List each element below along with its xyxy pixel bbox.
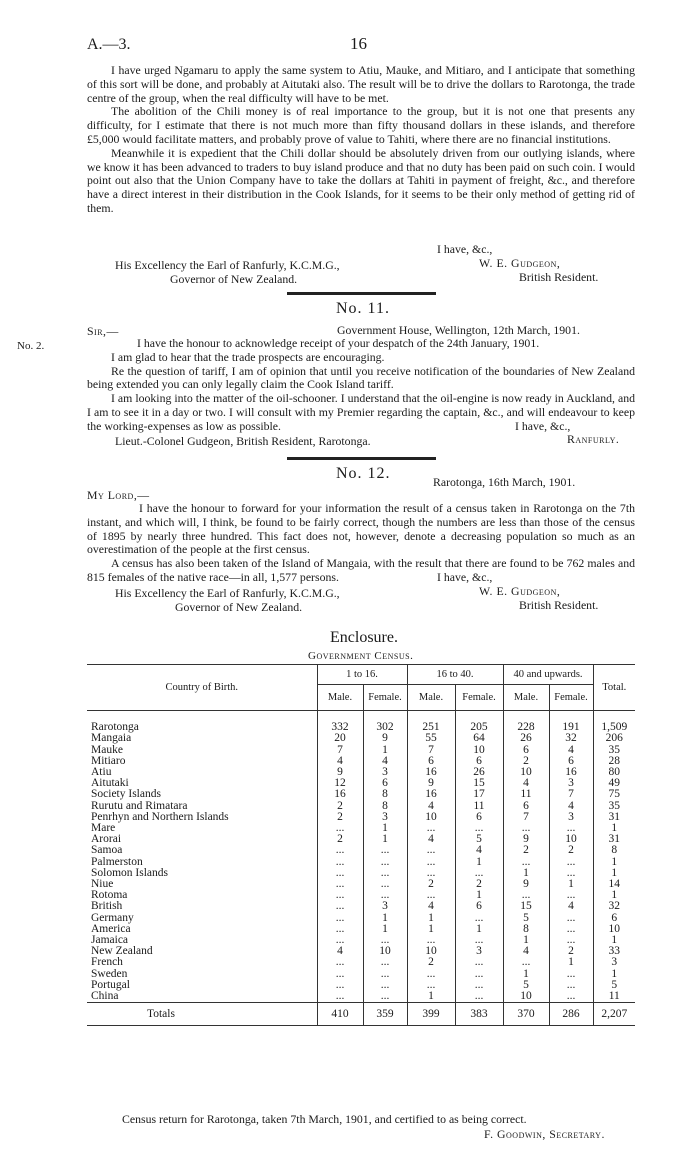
country-name: Palmerston <box>91 856 143 868</box>
count-cell: ... <box>317 980 363 991</box>
count-cell: ... <box>455 823 503 834</box>
count-cell: 1 <box>549 957 593 968</box>
count-cell: 10 <box>549 834 593 845</box>
count-cell: 3 <box>455 946 503 957</box>
count-cell: 228 <box>503 722 549 733</box>
count-cell: 55 <box>407 733 455 744</box>
country-name: Niue <box>91 879 114 891</box>
country-name: Rarotonga <box>91 722 139 734</box>
country-name: Rurutu and Rimatara <box>91 800 188 812</box>
letter-3-signer: W. E. Gudgeon, <box>479 584 561 598</box>
count-cell: 1 <box>503 868 549 879</box>
table-row <box>87 756 635 767</box>
count-cell: 32 <box>549 733 593 744</box>
count-cell: 1 <box>407 924 455 935</box>
count-cell: ... <box>363 868 407 879</box>
count-cell: ... <box>503 957 549 968</box>
enclosure-subtitle: Government Census. <box>308 650 414 662</box>
count-cell: 4 <box>503 946 549 957</box>
count-cell: ... <box>317 991 363 1003</box>
count-cell: ... <box>549 969 593 980</box>
census-table-wrapper <box>87 664 635 1026</box>
count-cell: 6 <box>455 901 503 912</box>
count-cell: ... <box>549 935 593 946</box>
totals-row <box>87 1003 635 1026</box>
count-cell: ... <box>407 890 455 901</box>
count-cell: ... <box>407 823 455 834</box>
count-cell: 5 <box>455 834 503 845</box>
table-row <box>87 801 635 812</box>
row-total-cell: 8 <box>593 845 635 856</box>
row-total-cell: 6 <box>593 913 635 924</box>
census-table-body <box>87 722 635 1026</box>
table-row <box>87 823 635 834</box>
letter-1-addressee-office: Governor of New Zealand. <box>170 272 298 286</box>
count-cell: 1 <box>363 834 407 845</box>
count-cell: ... <box>549 823 593 834</box>
letter-2-heading: No. 11. <box>336 300 390 317</box>
letter-1-paragraph: The abolition of the Chili money is of real importance to the group, but it is not one that presents any difficulty, for I estimate that there is not much more than fifty thousand dollars in these islands, and therefore £5,000 would facilitate matters, and probably prove of value to Tahiti, where there are no financial institutions. <box>87 104 635 146</box>
letter-1-paragraph: Meanwhile it is expedient that the Chili dollar should be absolutely driven from our outlying islands, where we know it has been advanced to traders to buy island produce and that no duty has been paid on such coin. I would point out also that the Union Company have to take the dollars at Tahiti in payment of freight, &c., and therefore have a direct interest in their distribution in the Cook Islands, for it seems to be their only method of getting rid of them. <box>87 145 635 215</box>
row-total-cell: 80 <box>593 767 635 778</box>
letter-3-addressee-office: Governor of New Zealand. <box>175 600 303 614</box>
age-group-header: 16 to 40. <box>407 665 503 685</box>
count-cell: 9 <box>503 834 549 845</box>
count-cell: ... <box>407 935 455 946</box>
table-row <box>87 789 635 800</box>
country-name: British <box>91 901 123 913</box>
count-cell: 2 <box>503 756 549 767</box>
count-cell: 1 <box>503 969 549 980</box>
count-cell: ... <box>317 868 363 879</box>
count-cell: ... <box>549 868 593 879</box>
count-cell: 5 <box>503 913 549 924</box>
count-cell: 2 <box>407 957 455 968</box>
row-total-cell: 1 <box>593 935 635 946</box>
count-cell: 3 <box>549 812 593 823</box>
count-cell: 1 <box>407 991 455 1003</box>
country-name: Society Islands <box>91 789 161 801</box>
certifier: F. Goodwin, Secretary. <box>484 1127 605 1141</box>
table-row <box>87 913 635 924</box>
count-cell: ... <box>317 879 363 890</box>
country-name: China <box>91 991 119 1003</box>
row-total-cell: 28 <box>593 756 635 767</box>
table-row <box>87 879 635 890</box>
row-total-cell: 49 <box>593 778 635 789</box>
count-cell: ... <box>317 857 363 868</box>
count-cell: ... <box>363 980 407 991</box>
count-cell: 8 <box>503 924 549 935</box>
enclosure-title: Enclosure. <box>330 629 398 646</box>
country-name: Samoa <box>91 845 123 857</box>
country-name: Rotoma <box>91 890 128 902</box>
sex-header: Female. <box>549 685 593 711</box>
count-cell: 191 <box>549 722 593 733</box>
count-cell: 9 <box>407 778 455 789</box>
count-cell: ... <box>549 991 593 1003</box>
count-cell: 1 <box>455 890 503 901</box>
totals-label: Totals <box>87 1003 317 1026</box>
count-cell: 7 <box>503 812 549 823</box>
count-cell: 6 <box>455 812 503 823</box>
letter-3-close: I have, &c., <box>437 570 493 584</box>
count-cell: ... <box>455 868 503 879</box>
count-cell: 12 <box>317 778 363 789</box>
table-row <box>87 946 635 957</box>
count-cell: ... <box>363 935 407 946</box>
count-cell: 4 <box>549 901 593 912</box>
country-name: Aitutaki <box>91 778 129 790</box>
count-cell: 7 <box>549 789 593 800</box>
row-total-cell: 1 <box>593 890 635 901</box>
country-name: Sweden <box>91 968 128 980</box>
count-cell: ... <box>549 857 593 868</box>
count-cell: ... <box>407 868 455 879</box>
table-row <box>87 767 635 778</box>
count-cell: 1 <box>407 913 455 924</box>
count-cell: ... <box>363 845 407 856</box>
country-name: Mitiaro <box>91 755 126 767</box>
count-cell: ... <box>549 913 593 924</box>
row-total-cell: 5 <box>593 980 635 991</box>
count-cell: ... <box>317 890 363 901</box>
table-row <box>87 969 635 980</box>
count-cell: 10 <box>455 745 503 756</box>
age-group-header: 1 to 16. <box>317 665 407 685</box>
count-cell: 4 <box>407 901 455 912</box>
count-cell: 26 <box>503 733 549 744</box>
census-table <box>87 664 635 1026</box>
count-cell: 2 <box>503 845 549 856</box>
row-total-cell: 11 <box>593 991 635 1003</box>
letter-3-paragraph: I have the honour to forward for your information the result of a census taken in Rarotonga on the 7th instant, and which will, I think, be found to be fairly correct, though the numbers are less than those of the census of 1895 by nearly three hundred. This fact does not, however, denote a decreasing population so much as an overestimation of the people at the first census. <box>87 501 635 557</box>
count-cell: 2 <box>455 879 503 890</box>
row-total-cell: 75 <box>593 789 635 800</box>
row-total-cell: 206 <box>593 733 635 744</box>
count-cell: 8 <box>363 789 407 800</box>
count-cell: 8 <box>363 801 407 812</box>
country-name: Jamaica <box>91 935 129 947</box>
count-cell: ... <box>455 980 503 991</box>
letter-2-paragraph: I have the honour to acknowledge receipt of your despatch of the 24th January, 1901. <box>137 336 540 350</box>
country-name: Arorai <box>91 834 122 846</box>
count-cell: 7 <box>317 745 363 756</box>
row-total-cell: 1 <box>593 823 635 834</box>
count-cell: 16 <box>407 767 455 778</box>
count-cell: 1 <box>363 913 407 924</box>
count-cell: ... <box>317 924 363 935</box>
total-cell: 383 <box>455 1003 503 1026</box>
letter-2-place-date: Government House, Wellington, 12th March, 1901. <box>337 323 580 337</box>
count-cell: ... <box>549 980 593 991</box>
certification-text: Census return for Rarotonga, taken 7th March, 1901, and certified to as being correct. <box>122 1112 527 1126</box>
row-total-cell: 3 <box>593 957 635 968</box>
count-cell: 10 <box>407 812 455 823</box>
count-cell: ... <box>363 969 407 980</box>
count-cell: ... <box>549 890 593 901</box>
count-cell: 302 <box>363 722 407 733</box>
count-cell: 10 <box>363 946 407 957</box>
country-name: French <box>91 957 123 969</box>
count-cell: 10 <box>503 991 549 1003</box>
count-cell: ... <box>455 935 503 946</box>
section-divider <box>287 457 436 460</box>
count-cell: ... <box>317 957 363 968</box>
letter-3-signer-title: British Resident. <box>519 598 599 612</box>
count-cell: 3 <box>363 812 407 823</box>
count-cell: 9 <box>317 767 363 778</box>
count-cell: 4 <box>455 845 503 856</box>
count-cell: 9 <box>363 733 407 744</box>
letter-2-paragraph: I am looking into the matter of the oil-schooner. I understand that the oil-engine is now ready in Auckland, and I am to see it in a day or two. I will consult with my Premier regarding the captain, &c., and will endeavour to keep the working-expenses as low as possible. <box>87 391 635 433</box>
count-cell: ... <box>363 857 407 868</box>
row-total-cell: 35 <box>593 745 635 756</box>
count-cell: 6 <box>503 801 549 812</box>
country-name: America <box>91 923 131 935</box>
count-cell: 16 <box>407 789 455 800</box>
table-row <box>87 733 635 744</box>
row-total-cell: 10 <box>593 924 635 935</box>
table-row <box>87 980 635 991</box>
count-cell: ... <box>363 890 407 901</box>
count-cell: 2 <box>549 845 593 856</box>
table-row <box>87 845 635 856</box>
letter-1-paragraph: I have urged Ngamaru to apply the same system to Atiu, Mauke, and Mitiaro, and I anticipate that something of this sort will be done, and probably at Aitutaki also. The result will be to drive the dollars to Rarotonga, the trade centre of the group, when the real difficulty will have to be met. <box>87 63 635 105</box>
total-cell: 370 <box>503 1003 549 1026</box>
count-cell: ... <box>455 991 503 1003</box>
count-cell: 1 <box>363 745 407 756</box>
row-total-cell: 1 <box>593 857 635 868</box>
document-reference: A.—3. <box>87 36 131 53</box>
table-row <box>87 857 635 868</box>
count-cell: 1 <box>503 935 549 946</box>
count-cell: 1 <box>455 924 503 935</box>
row-total-cell: 1 <box>593 969 635 980</box>
letter-3-paragraph: A census has also been taken of the Island of Mangaia, with the result that there are found to be 762 males and 815 females of the native race—in all, 1,577 persons. <box>87 556 635 584</box>
count-cell: 1 <box>455 857 503 868</box>
count-cell: ... <box>503 823 549 834</box>
count-cell: ... <box>407 857 455 868</box>
count-cell: ... <box>317 969 363 980</box>
age-group-header: 40 and upwards. <box>503 665 593 685</box>
count-cell: 16 <box>549 767 593 778</box>
count-cell: 15 <box>455 778 503 789</box>
count-cell: ... <box>317 935 363 946</box>
count-cell: 20 <box>317 733 363 744</box>
letter-2-signer: Ranfurly. <box>567 432 620 446</box>
count-cell: 15 <box>503 901 549 912</box>
count-cell: 4 <box>317 946 363 957</box>
country-of-birth-header: Country of Birth. <box>87 665 317 711</box>
letter-3-heading: No. 12. <box>336 465 391 482</box>
count-cell: ... <box>363 991 407 1003</box>
count-cell: ... <box>317 823 363 834</box>
count-cell: 4 <box>549 801 593 812</box>
count-cell: 205 <box>455 722 503 733</box>
sex-header: Male. <box>503 685 549 711</box>
count-cell: 6 <box>503 745 549 756</box>
row-total-cell: 33 <box>593 946 635 957</box>
letter-1-signer-title: British Resident. <box>519 270 599 284</box>
count-cell: 332 <box>317 722 363 733</box>
country-name: Mauke <box>91 744 123 756</box>
row-total-cell: 35 <box>593 801 635 812</box>
count-cell: ... <box>549 924 593 935</box>
count-cell: 4 <box>317 756 363 767</box>
country-name: Atiu <box>91 767 112 778</box>
country-name: New Zealand <box>91 946 153 958</box>
margin-note: No. 2. <box>17 340 45 352</box>
letter-3-place-date: Rarotonga, 16th March, 1901. <box>433 475 576 489</box>
country-name: Mare <box>91 823 116 835</box>
count-cell: ... <box>363 957 407 968</box>
count-cell: 6 <box>363 778 407 789</box>
table-row <box>87 991 635 1003</box>
count-cell: 16 <box>317 789 363 800</box>
letter-1-addressee: His Excellency the Earl of Ranfurly, K.C.M.G., <box>115 258 340 272</box>
sex-header: Female. <box>363 685 407 711</box>
count-cell: 3 <box>363 767 407 778</box>
table-row <box>87 745 635 756</box>
total-cell: 286 <box>549 1003 593 1026</box>
count-cell: 2 <box>549 946 593 957</box>
count-cell: 2 <box>317 801 363 812</box>
count-cell: 11 <box>455 801 503 812</box>
country-name: Mangaia <box>91 733 132 745</box>
row-total-cell: 31 <box>593 834 635 845</box>
count-cell: ... <box>407 969 455 980</box>
letter-2-salutation: Sir,— <box>87 324 119 338</box>
count-cell: ... <box>455 913 503 924</box>
letter-3-body <box>87 502 635 585</box>
letter-2-paragraph: Re the question of tariff, I am of opinion that until you receive notification of the boundaries of New Zealand being extended you can only legally claim the Cook Island tariff. <box>87 363 635 392</box>
count-cell: 6 <box>455 756 503 767</box>
count-cell: ... <box>503 857 549 868</box>
total-cell: 410 <box>317 1003 363 1026</box>
count-cell: ... <box>407 980 455 991</box>
count-cell: 4 <box>363 756 407 767</box>
sex-header: Male. <box>407 685 455 711</box>
row-total-cell: 32 <box>593 901 635 912</box>
country-name: Penrhyn and Northern Islands <box>91 811 229 823</box>
letter-1-signer: W. E. Gudgeon, <box>479 256 561 270</box>
row-total-cell: 1,509 <box>593 722 635 733</box>
count-cell: 7 <box>407 745 455 756</box>
count-cell: 1 <box>363 924 407 935</box>
count-cell: ... <box>407 845 455 856</box>
table-row <box>87 957 635 968</box>
count-cell: 4 <box>407 801 455 812</box>
letter-3-salutation: My Lord,— <box>87 488 150 502</box>
row-total-cell: 1 <box>593 868 635 879</box>
table-row <box>87 722 635 733</box>
count-cell: ... <box>503 890 549 901</box>
country-name: Solomon Islands <box>91 867 168 879</box>
count-cell: 2 <box>407 879 455 890</box>
count-cell: 2 <box>317 834 363 845</box>
table-row <box>87 901 635 912</box>
page-number: 16 <box>350 34 367 53</box>
row-total-cell: 14 <box>593 879 635 890</box>
count-cell: 4 <box>407 834 455 845</box>
count-cell: ... <box>317 845 363 856</box>
country-name: Germany <box>91 912 134 924</box>
count-cell: 4 <box>503 778 549 789</box>
sex-header: Female. <box>455 685 503 711</box>
count-cell: 3 <box>549 778 593 789</box>
count-cell: 10 <box>407 946 455 957</box>
total-header: Total. <box>593 665 635 711</box>
section-divider <box>287 292 436 295</box>
count-cell: 1 <box>363 823 407 834</box>
count-cell: 251 <box>407 722 455 733</box>
count-cell: ... <box>455 969 503 980</box>
count-cell: 3 <box>363 901 407 912</box>
count-cell: 17 <box>455 789 503 800</box>
count-cell: ... <box>363 879 407 890</box>
count-cell: 1 <box>549 879 593 890</box>
table-row <box>87 935 635 946</box>
letter-2-addressee: Lieut.-Colonel Gudgeon, British Resident, Rarotonga. <box>115 434 371 448</box>
count-cell: 6 <box>549 756 593 767</box>
row-total-cell: 31 <box>593 812 635 823</box>
letter-3-addressee: His Excellency the Earl of Ranfurly, K.C.M.G., <box>115 586 340 600</box>
count-cell: 5 <box>503 980 549 991</box>
count-cell: 11 <box>503 789 549 800</box>
country-name: Portugal <box>91 979 130 991</box>
count-cell: 10 <box>503 767 549 778</box>
total-cell: 399 <box>407 1003 455 1026</box>
count-cell: 6 <box>407 756 455 767</box>
sex-header: Male. <box>317 685 363 711</box>
table-row <box>87 890 635 901</box>
count-cell: 2 <box>317 812 363 823</box>
count-cell: 9 <box>503 879 549 890</box>
count-cell: 64 <box>455 733 503 744</box>
letter-1-close: I have, &c., <box>437 242 493 256</box>
table-row <box>87 924 635 935</box>
table-row <box>87 868 635 879</box>
count-cell: 4 <box>549 745 593 756</box>
letter-1 <box>87 64 635 216</box>
table-row <box>87 834 635 845</box>
letter-2-close: I have, &c., <box>515 419 571 433</box>
total-cell: 359 <box>363 1003 407 1026</box>
count-cell: ... <box>317 901 363 912</box>
table-row <box>87 812 635 823</box>
count-cell: ... <box>455 957 503 968</box>
grand-total-cell: 2,207 <box>593 1003 635 1026</box>
table-row <box>87 778 635 789</box>
count-cell: ... <box>317 913 363 924</box>
letter-2-paragraph: I am glad to hear that the trade prospects are encouraging. <box>111 349 385 364</box>
count-cell: 26 <box>455 767 503 778</box>
